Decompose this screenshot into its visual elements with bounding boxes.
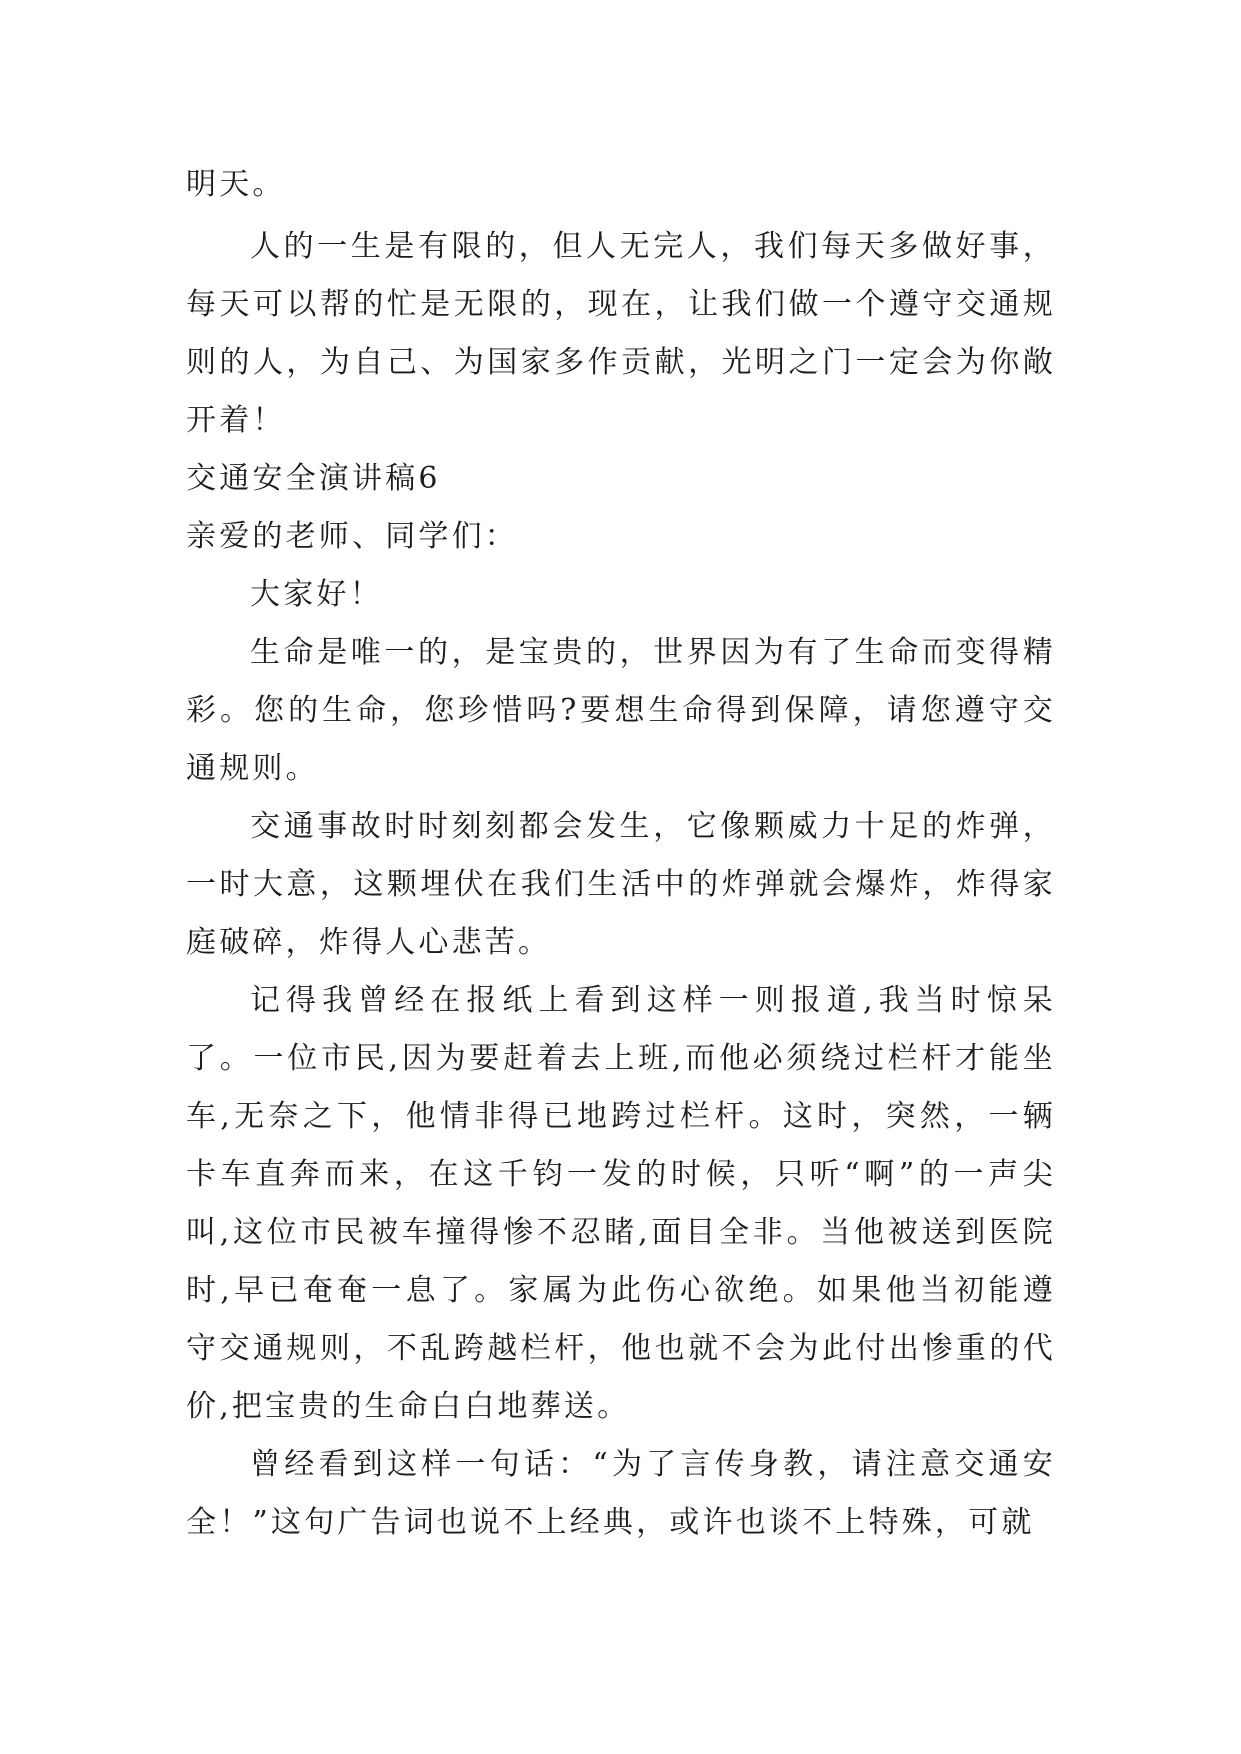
paragraph-news-story: 记得我曾经在报纸上看到这样一则报道,我当时惊呆了。一位市民,因为要赶着去上班,而他必须绕过栏杆才能坐车,无奈之下，他情非得已地跨过栏杆。这时，突然，一辆卡车直奔而来，在这千钧一发的时候，只听“啊”的一声尖叫,这位市民被车撞得惨不忍睹,面目全非。当他被送到医院时,早已奄奄一息了。家属为此伤心欲绝。如果他当初能遵守交通规则，不乱跨越栏杆，他也就不会为此付出惨重的代价,把宝贵的生命白白地葬送。 — [186, 983, 1056, 1424]
speech-title: 交通安全演讲稿6 — [186, 461, 441, 496]
paragraph-continuation: 明天。 — [186, 167, 286, 202]
salutation: 亲爱的老师、同学们： — [186, 519, 518, 554]
greeting: 大家好！ — [250, 577, 383, 612]
paragraph-closing: 人的一生是有限的，但人无完人，我们每天多做好事，每天可以帮的忙是无限的，现在，让我们做一个遵守交通规则的人，为自己、为国家多作贡献，光明之门一定会为你敞开着！ — [186, 229, 1056, 438]
paragraph-accidents: 交通事故时时刻刻都会发生，它像颗威力十足的炸弹，一时大意，这颗埋伏在我们生活中的炸弹就会爆炸，炸得家庭破碎，炸得人心悲苦。 — [186, 809, 1056, 960]
paragraph-slogan: 曾经看到这样一句话：“为了言传身教，请注意交通安全！”这句广告词也说不上经典，或许也谈不上特殊，可就 — [186, 1447, 1056, 1540]
document-body — [186, 156, 1056, 1552]
paragraph-life: 生命是唯一的，是宝贵的，世界因为有了生命而变得精彩。您的生命，您珍惜吗?要想生命得到保障，请您遵守交通规则。 — [186, 635, 1056, 786]
